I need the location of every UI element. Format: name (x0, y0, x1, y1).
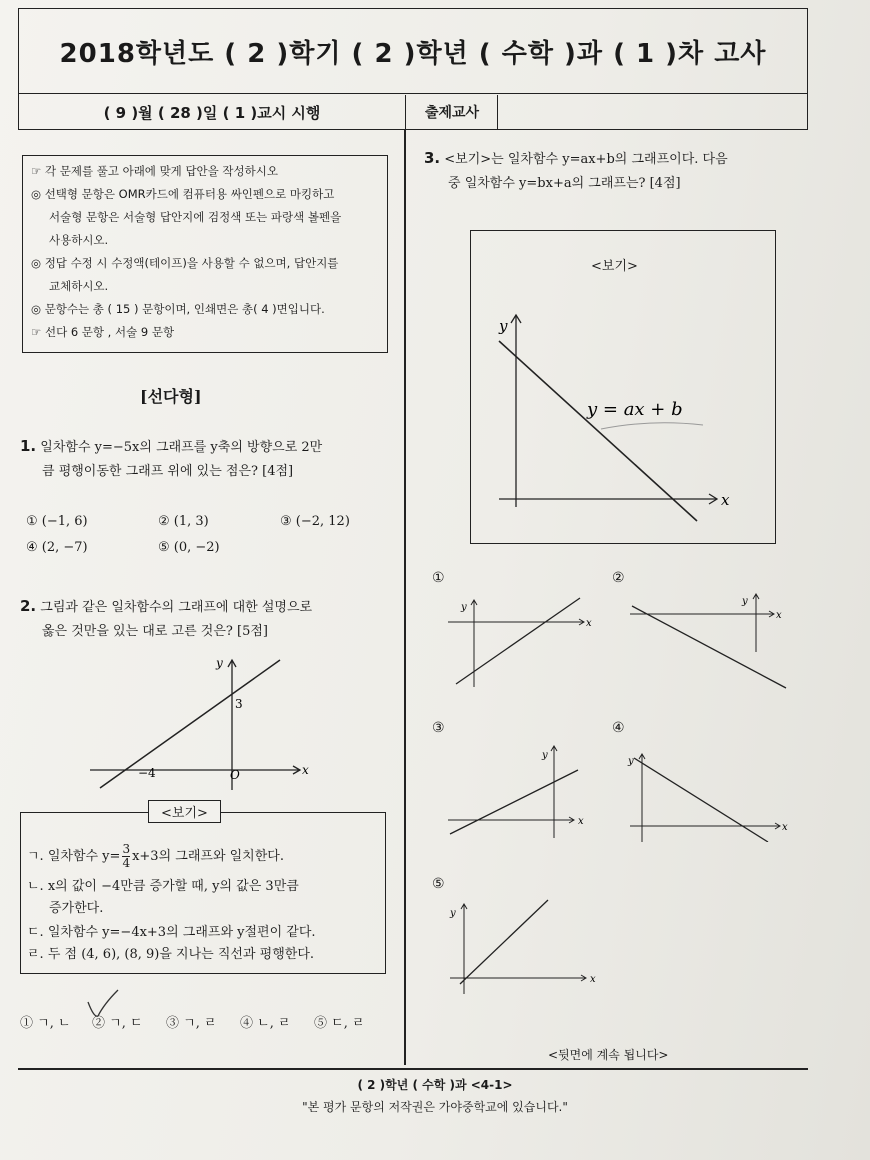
question-number: 2. (20, 597, 37, 615)
x-intercept-label: −4 (138, 766, 156, 780)
axis-x-label: x (586, 618, 592, 629)
question-1-line1 (20, 434, 322, 460)
q2-graph (90, 655, 320, 795)
q2-option-5[interactable]: ⑤ ㄷ, ㄹ (314, 1016, 365, 1031)
question-text: <보기>는 일차함수 y=ax+b의 그래프이다. 다음 (444, 152, 728, 167)
copyright-note: "본 평가 문항의 저작권은 가야중학교에 있습니다." (302, 1100, 568, 1114)
column-divider (404, 130, 406, 1065)
q2-choice-box (20, 812, 386, 974)
statement-b-cont: 증가한다. (49, 901, 104, 916)
fraction-denominator: 4 (122, 856, 131, 870)
instruction-line: ◎ 정답 수정 시 수정액(테이프)을 사용할 수 없으며, 답안지를 (31, 256, 339, 270)
origin-label: O (230, 768, 240, 782)
q3-option-1-number[interactable]: ① (432, 570, 445, 586)
axis-x-label: x (578, 816, 584, 827)
instruction-line: 교체하시오. (49, 279, 109, 293)
q3-option-2-graph[interactable] (626, 592, 796, 692)
question-number: 1. (20, 437, 37, 455)
instruction-line: ◎ 문항수는 총 ( 15 ) 문항이며, 인쇄면은 총( 4 )면입니다. (31, 302, 325, 316)
axis-y-label: y (216, 656, 223, 670)
q3-option-5-graph[interactable] (446, 898, 606, 998)
fraction-numerator: 3 (122, 842, 131, 856)
q3-option-4-number[interactable]: ④ (612, 720, 625, 736)
statement-d: ㄹ. 두 점 (4, 6), (8, 9)을 지나는 직선과 평행한다. (27, 947, 315, 962)
instruction-line: 사용하시오. (49, 233, 109, 247)
axis-x-label: x (302, 763, 309, 777)
axis-y-label: y (461, 602, 467, 613)
q3-option-2-number[interactable]: ② (612, 570, 625, 586)
instruction-line: 서술형 문항은 서술형 답안지에 검정색 또는 파랑색 볼펜을 (49, 210, 342, 224)
q2-box-label: <보기> (148, 800, 221, 823)
statement-b: ㄴ. x의 값이 −4만큼 증가할 때, y의 값은 3만큼 (27, 879, 299, 894)
q3-option-3-graph[interactable] (446, 742, 606, 842)
statement-a-text2: x+3의 그래프와 일치한다. (132, 849, 284, 864)
axis-x-label: x (721, 491, 730, 509)
exam-header (18, 8, 808, 130)
q3-option-4-graph[interactable] (626, 742, 796, 842)
handwritten-check-mark (82, 986, 122, 1026)
instruction-line: ☞ 선다 6 문항 , 서술 9 문항 (31, 325, 175, 339)
q1-option-1[interactable]: ① (−1, 6) (26, 514, 88, 529)
exam-schedule: ( 9 )월 ( 28 )일 ( 1 )교시 시행 (19, 95, 406, 129)
q3-example-box (470, 230, 776, 544)
q3-option-3-number[interactable]: ③ (432, 720, 445, 736)
exam-title: 2018학년도 ( 2 )학기 ( 2 )학년 ( 수학 )과 ( 1 )차 고사 (19, 9, 807, 94)
axis-x-label: x (590, 974, 596, 985)
continue-note: <뒷면에 계속 됩니다> (548, 1048, 669, 1062)
y-intercept-label: 3 (235, 697, 243, 711)
axis-y-label: y (450, 908, 456, 919)
statement-a-text1: ㄱ. 일차함수 y= (27, 849, 121, 864)
axis-y-label: y (628, 756, 634, 767)
page-footer: ( 2 )학년 ( 수학 )과 <4-1> (357, 1078, 513, 1092)
instruction-line: ☞ 각 문제를 풀고 아래에 맞게 답안을 작성하시오 (31, 164, 278, 178)
q2-option-4[interactable]: ④ ㄴ, ㄹ (240, 1016, 291, 1031)
q1-option-4[interactable]: ④ (2, −7) (26, 540, 88, 555)
axis-x-label: x (782, 822, 788, 833)
question-text: 그림과 같은 일차함수의 그래프에 대한 설명으로 (40, 600, 313, 615)
q2-option-2[interactable]: ② ㄱ, ㄷ (92, 1016, 143, 1031)
q1-option-3[interactable]: ③ (−2, 12) (280, 514, 350, 529)
axis-x-label: x (776, 610, 782, 621)
q3-option-1-graph[interactable] (446, 592, 606, 692)
statement-a (27, 843, 284, 870)
q2-option-3[interactable]: ③ ㄱ, ㄹ (166, 1016, 217, 1031)
question-2-line2: 옳은 것만을 있는 대로 고른 것은? [5점] (42, 624, 268, 639)
q2-option-1[interactable]: ① ㄱ, ㄴ (20, 1016, 71, 1031)
instructions-box (22, 155, 388, 353)
question-3-line2: 중 일차함수 y=bx+a의 그래프는? [4점] (448, 176, 681, 191)
axis-y-label: y (742, 596, 748, 607)
question-text: 일차함수 y=−5x의 그래프를 y축의 방향으로 2만 (40, 440, 323, 455)
q1-option-5[interactable]: ⑤ (0, −2) (158, 540, 220, 555)
axis-y-label: y (542, 750, 548, 761)
graph-equation: y = ax + b (587, 399, 683, 420)
footer-rule (18, 1068, 808, 1070)
question-number: 3. (424, 149, 441, 167)
fraction (122, 843, 130, 870)
q3-option-5-number[interactable]: ⑤ (432, 876, 445, 892)
q1-option-2[interactable]: ② (1, 3) (158, 514, 209, 529)
q3-box-label: <보기> (591, 259, 638, 274)
q3-example-graph (481, 307, 751, 527)
instruction-line: ◎ 선택형 문항은 OMR카드에 컴퓨터용 싸인펜으로 마킹하고 (31, 187, 335, 201)
section-title: [선다형] (140, 387, 202, 406)
question-2-line1 (20, 594, 312, 620)
author-label: 출제교사 (407, 95, 498, 129)
statement-c: ㄷ. 일차함수 y=−4x+3의 그래프와 y절편이 같다. (27, 925, 316, 940)
question-1-line2: 큼 평행이동한 그래프 위에 있는 점은? [4점] (42, 464, 294, 479)
axis-y-label: y (499, 317, 508, 335)
question-3-line1 (424, 146, 728, 172)
